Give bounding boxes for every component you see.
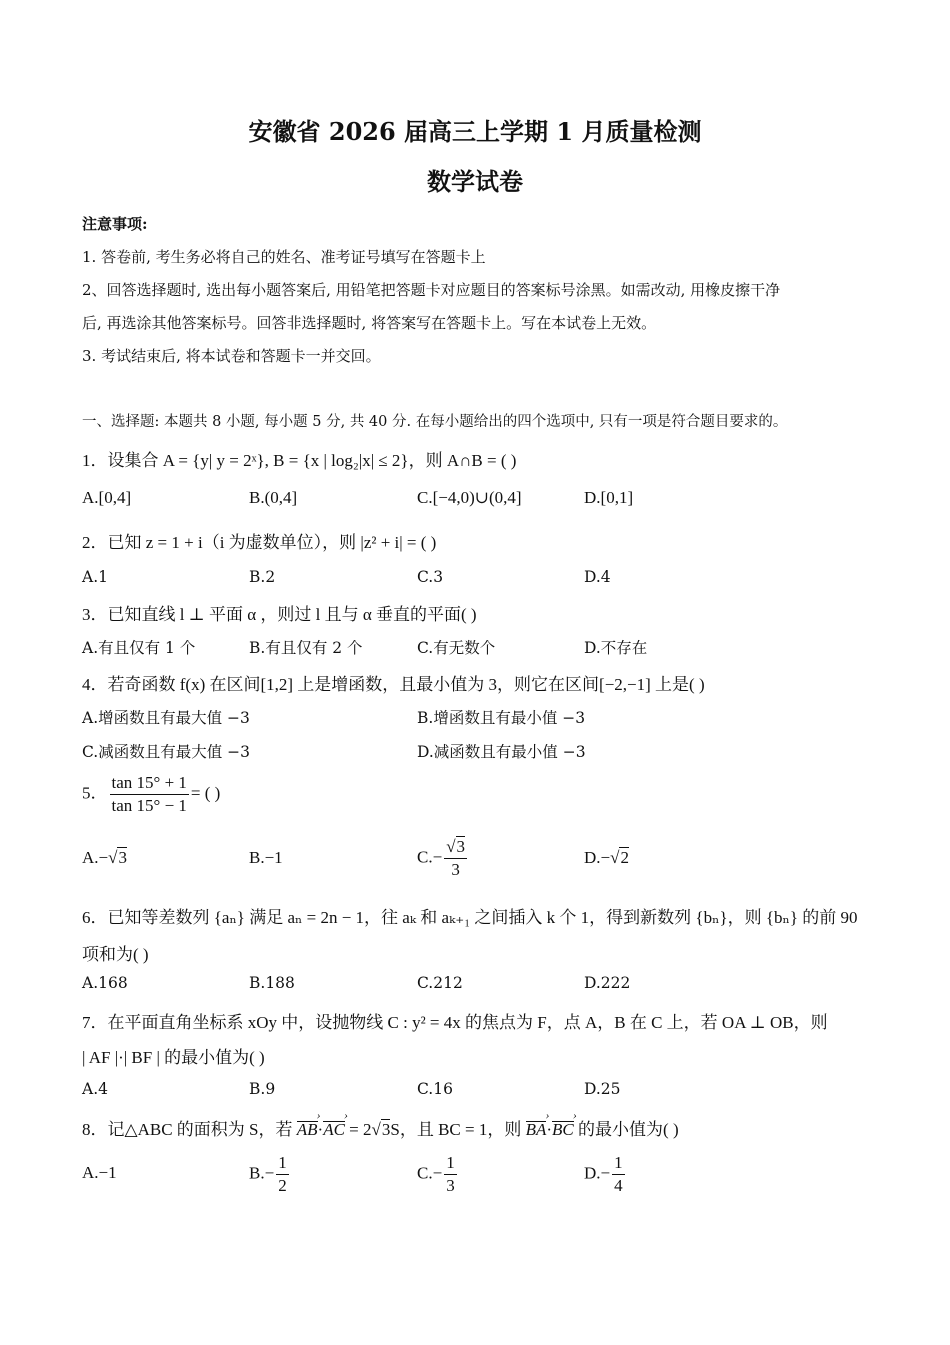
- q5-c-fraction: $\frac{√3}{3}$: [446, 837, 466, 879]
- q8-part-b: = 2: [344, 1120, 372, 1139]
- q7-option-a[interactable]: A.4: [82, 1080, 108, 1098]
- question-3-stem: 3．已知直线 l ⊥ 平面 α ，则过 l 且与 α 垂直的平面( ): [82, 605, 477, 624]
- notice-item-3: 3. 考试结束后, 将本试卷和答题卡一并交回。: [82, 347, 381, 365]
- q1-option-c[interactable]: C.[−4,0)∪(0,4]: [417, 488, 522, 507]
- question-7-stem: 7．在平面直角坐标系 xOy 中，设抛物线 C : y² = 4x 的焦点为 F，点 A，B 在 C 上，若 OA ⊥ OB，则: [82, 1013, 828, 1032]
- q8-vector-bc: BC ›: [552, 1120, 574, 1140]
- q5-a-radicand: 3: [118, 848, 127, 867]
- question-5-stem: [82, 772, 220, 817]
- q2-option-a[interactable]: A.1: [82, 568, 108, 586]
- q8-d-label: D.−: [584, 1163, 611, 1183]
- notice-item-1: 1. 答卷前, 考生务必将自己的姓名、准考证号填写在答题卡上: [82, 248, 486, 266]
- q6-option-b[interactable]: B.188: [249, 974, 295, 992]
- q8-radicand: 3: [381, 1120, 391, 1139]
- q8-option-a[interactable]: A.−1: [82, 1163, 117, 1182]
- q6-option-a[interactable]: A.168: [82, 974, 128, 992]
- q5-frac-den: tan 15° − 1: [111, 796, 187, 815]
- q5-suffix: = ( ): [190, 783, 221, 803]
- notice-item-2-cont: 后, 再选涂其他答案标号。回答非选择题时, 将答案写在答题卡上。写在本试卷上无效。: [82, 314, 657, 332]
- q3-option-b[interactable]: B.有且仅有 2 个: [249, 639, 363, 657]
- q8-c-num: 1: [444, 1152, 457, 1175]
- q3-option-c[interactable]: C.有无数个: [417, 639, 496, 657]
- notice-heading: 注意事项:: [82, 215, 148, 233]
- question-6-stem: 6．已知等差数列 {aₙ} 满足 aₙ = 2n − 1，往 aₖ 和 aₖ₊₁ 之间插入 k 个 1，得到新数列 {bₙ}，则 {bₙ} 的前 90: [82, 908, 858, 927]
- q8-b-num: 1: [276, 1152, 289, 1175]
- page-title: 安徽省 2026 届高三上学期 1 月质量检测: [248, 117, 702, 146]
- q8-c-den: 3: [446, 1176, 455, 1195]
- q8-vector-ba: BA ›: [526, 1120, 547, 1140]
- q4-option-b[interactable]: B.增函数且有最小值 −3: [417, 709, 586, 727]
- q7-option-d[interactable]: D.25: [584, 1080, 621, 1098]
- q5-option-d[interactable]: D.−√2: [584, 848, 629, 867]
- q8-d-num: 1: [612, 1152, 625, 1175]
- q5-frac-num: tan 15° + 1: [110, 772, 189, 795]
- q5-option-b[interactable]: B.−1: [249, 848, 283, 867]
- question-6-stem-cont: 项和为( ): [82, 945, 149, 964]
- q8-vector-ab: AB ›: [297, 1120, 318, 1140]
- q8-option-b[interactable]: [249, 1152, 291, 1197]
- page-subtitle: 数学试卷: [427, 167, 523, 196]
- q2-option-c[interactable]: C.3: [417, 568, 444, 586]
- q5-prefix: 5．: [82, 783, 108, 803]
- q1-option-d[interactable]: D.[0,1]: [584, 488, 634, 507]
- q5-c-num: 3: [456, 837, 466, 856]
- q8-b-label: B.−: [249, 1163, 275, 1183]
- q4-option-d[interactable]: D.减函数且有最小值 −3: [417, 743, 586, 761]
- question-8-stem: 8．记△ABC 的面积为 S，若 AB ›·AC › = 2√3S，且 BC = 1，则 BA ›·BC › 的最小值为( ): [82, 1115, 679, 1140]
- q8-vector-ac: AC ›: [323, 1120, 345, 1140]
- q8-part-d: 的最小值为( ): [573, 1120, 679, 1139]
- q5-d-radicand: 2: [620, 848, 629, 867]
- q3-option-d[interactable]: D.不存在: [584, 639, 648, 657]
- q2-option-d[interactable]: D.4: [584, 568, 611, 586]
- question-7-stem-cont: | AF |·| BF | 的最小值为( ): [82, 1048, 265, 1067]
- q1-option-a[interactable]: A.[0,4]: [82, 488, 132, 507]
- q7-option-b[interactable]: B.9: [249, 1080, 276, 1098]
- q4-option-a[interactable]: A.增函数且有最大值 −3: [82, 709, 250, 727]
- q5-d-label: D.−: [584, 848, 611, 867]
- notice-item-2: 2、回答选择题时, 选出每小题答案后, 用铅笔把答题卡对应题目的答案标号涂黑。如需改动, 用橡皮擦干净: [82, 281, 781, 299]
- q1-option-b[interactable]: B.(0,4]: [249, 488, 298, 507]
- q8-option-d[interactable]: [584, 1152, 627, 1197]
- q5-option-a[interactable]: A.−√3: [82, 848, 127, 867]
- q5-fraction: [110, 772, 189, 817]
- q2-option-b[interactable]: B.2: [249, 568, 276, 586]
- q4-option-c[interactable]: C.减函数且有最大值 −3: [82, 743, 251, 761]
- q6-option-d[interactable]: D.222: [584, 974, 631, 992]
- question-4-stem: 4．若奇函数 f(x) 在区间[1,2] 上是增函数，且最小值为 3，则它在区间[−2,−1] 上是( ): [82, 675, 705, 694]
- q8-part-c: S，且 BC = 1，则: [390, 1120, 526, 1139]
- q8-b-den: 2: [278, 1176, 287, 1195]
- question-2-stem: 2．已知 z = 1 + i（i 为虚数单位），则 |z² + i| = ( ): [82, 533, 437, 552]
- q5-a-label: A.−: [82, 848, 109, 867]
- question-1-stem: 1．设集合 A = {y| y = 2ˣ}, B = {x | log₂|x| ≤ 2}，则 A∩B = ( ): [82, 451, 517, 470]
- section-heading: 一、选择题: 本题共 8 小题, 每小题 5 分, 共 40 分. 在每小题给出的四个选项中, 只有一项是符合题目要求的。: [82, 414, 788, 430]
- q8-option-c[interactable]: [417, 1152, 459, 1197]
- q8-part-a: 8．记△ABC 的面积为 S，若: [82, 1120, 297, 1139]
- q8-c-label: C.−: [417, 1163, 443, 1183]
- q6-option-c[interactable]: C.212: [417, 974, 463, 992]
- q7-option-c[interactable]: C.16: [417, 1080, 453, 1098]
- q3-option-a[interactable]: A.有且仅有 1 个: [82, 639, 196, 657]
- q5-option-c[interactable]: [417, 836, 469, 881]
- q5-c-label: C.−: [417, 847, 443, 867]
- q5-c-den: 3: [451, 860, 460, 879]
- q8-d-den: 4: [614, 1176, 623, 1195]
